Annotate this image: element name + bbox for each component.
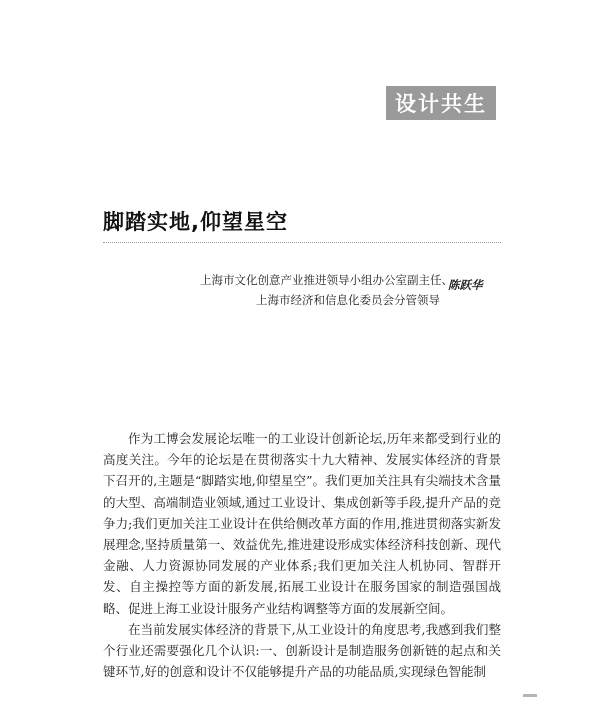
paragraph-1: 作为工博会发展论坛唯一的工业设计创新论坛,历年来都受到行业的高度关注。今年的论坛是在贯彻落实十九大精神、发展实体经济的背景下召开的,主题是“脚踏实地,仰望星空”。我们更加关注具有尖端技术含量的大型、高端制造业领域,通过工业设计、集成创新等手段,提升产品的竞争力;我们更加关注工业设计在供给侧改革方面的作用,推进贯彻落实新发展理念,坚持质量第一、效益优先,推进建设形成实体经济科技创新、现代金融、人力资源协同发展的产业体系;我们更加关注人机协同、智群开发、自主操控等方面的新发展,拓展工业设计在服务国家的制造强国战略、促进上海工业设计服务产业结构调整等方面的发展新空间。: [103, 431, 501, 616]
affiliation-line-1: 上海市文化创意产业推进领导小组办公室副主任、: [200, 273, 453, 287]
article-body: [103, 428, 501, 682]
paragraph-2: 在当前发展实体经济的背景下,从工业设计的角度思考,我感到我们整个行业还需要强化几个认识:一、创新设计是制造服务创新链的起点和关键环节,好的创意和设计不仅能够提升产品的功能品质,实现绿色智能制: [103, 621, 501, 680]
affiliation-line-2: 上海市经济和信息化委员会分管领导: [256, 293, 440, 307]
title-divider: [103, 242, 501, 243]
article-title: 脚踏实地,仰望星空: [103, 210, 288, 234]
author-name: 陈跃华: [448, 278, 483, 292]
page-corner-mark: [523, 694, 537, 697]
section-tag: 设计共生: [386, 86, 496, 120]
